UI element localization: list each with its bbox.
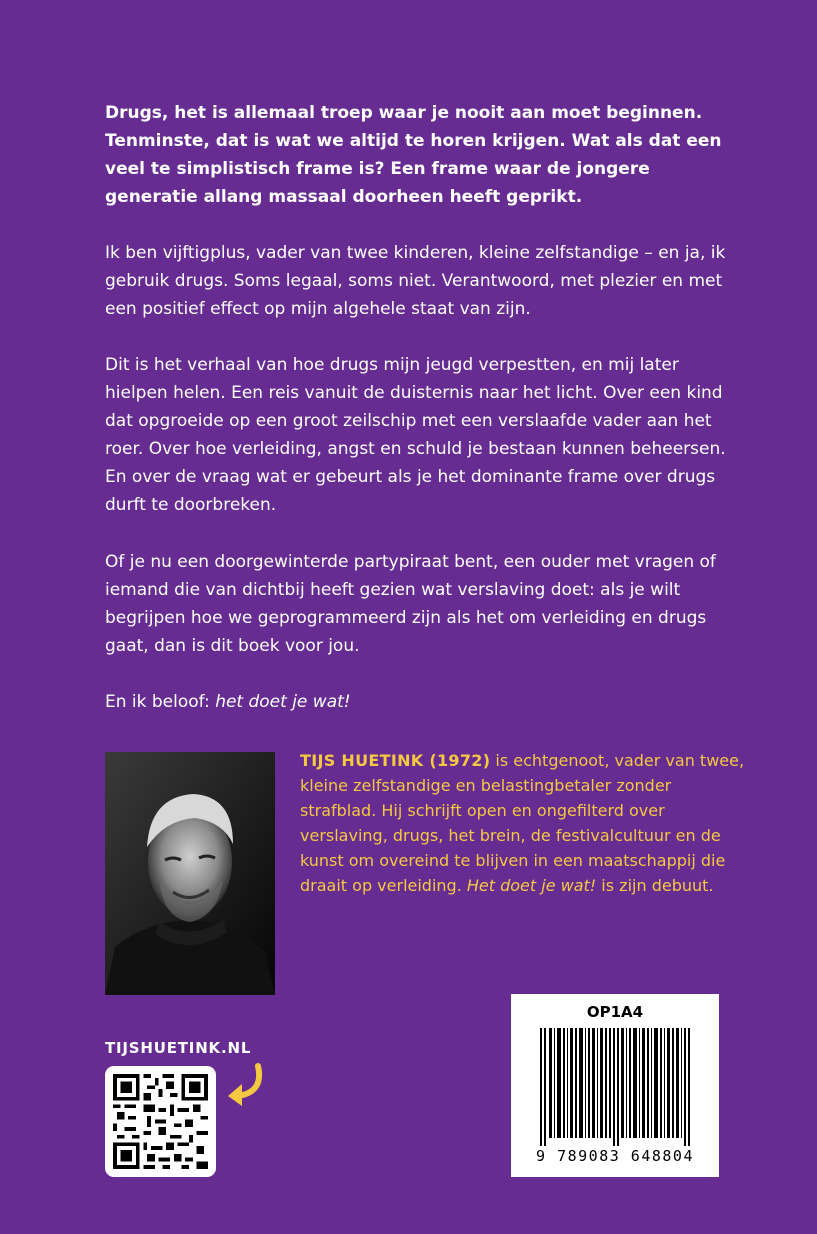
author-photo [105,752,275,995]
isbn-barcode [511,994,719,1177]
bio-text: is echtgenoot, vader van twee, kleine zelfstandige en belastingbetaler zonder strafblad. Hij schrijft open en ongefilterd over verslaving, drugs, het brein, de festivalcultuur en de kunst om overeind te blijven in een maatschappij die draait op verleiding. [300,751,745,895]
promise-emphasis: het doet je wat! [215,692,351,712]
isbn-number: 9 789083 648804 [536,1147,694,1165]
bio-book-title: Het doet je wat! [466,876,597,895]
author-bio [300,748,750,898]
body-paragraph-2: Dit is het verhaal van hoe drugs mijn jeugd verpestten, en mij later hielpen helen. Een reis vanuit de duisternis naar het licht. Over een kind dat opgroeide op een groot zeilschip met een verslaafde vader aan het roer. Over hoe verleiding, angst en schuld je bestaan kunnen beheersen. En over de vraag wat er gebeurt als je het dominante frame over drugs durft te doorbreken. [105,355,726,515]
barcode-icon [521,1028,709,1146]
author-name: TIJS HUETINK (1972) [300,751,491,770]
body-paragraph-1: Ik ben vijftigplus, vader van twee kinderen, kleine zelfstandige – en ja, ik gebruik drugs. Soms legaal, soms niet. Verantwoord, met plezier en met een positief effect op mijn algehele staat van zijn. [105,243,726,319]
barcode-code: OP1A4 [586,1003,644,1021]
website-link[interactable]: TIJSHUETINK.NL [105,1039,252,1057]
promise-line [105,688,745,716]
qr-code-icon [113,1074,208,1169]
bio-text-end: is zijn debuut. [596,876,714,895]
qr-code[interactable] [105,1066,216,1177]
body-paragraph-3: Of je nu een doorgewinterde partypiraat bent, een ouder met vragen of iemand die van dichtbij heeft gezien wat verslaving doet: als je wilt begrijpen hoe we geprogrammeerd zijn als het om verleiding en drugs gaat, dan is dit boek voor jou. [105,552,716,656]
intro-paragraph: Drugs, het is allemaal troep waar je nooit aan moet beginnen. Tenminste, dat is wat we altijd te horen krijgen. Wat als dat een veel te simplistisch frame is? Een frame waar de jongere generatie allang massaal doorheen heeft geprikt. [105,103,722,207]
curved-arrow-icon [224,1062,268,1110]
promise-lead: En ik beloof: [105,692,216,712]
